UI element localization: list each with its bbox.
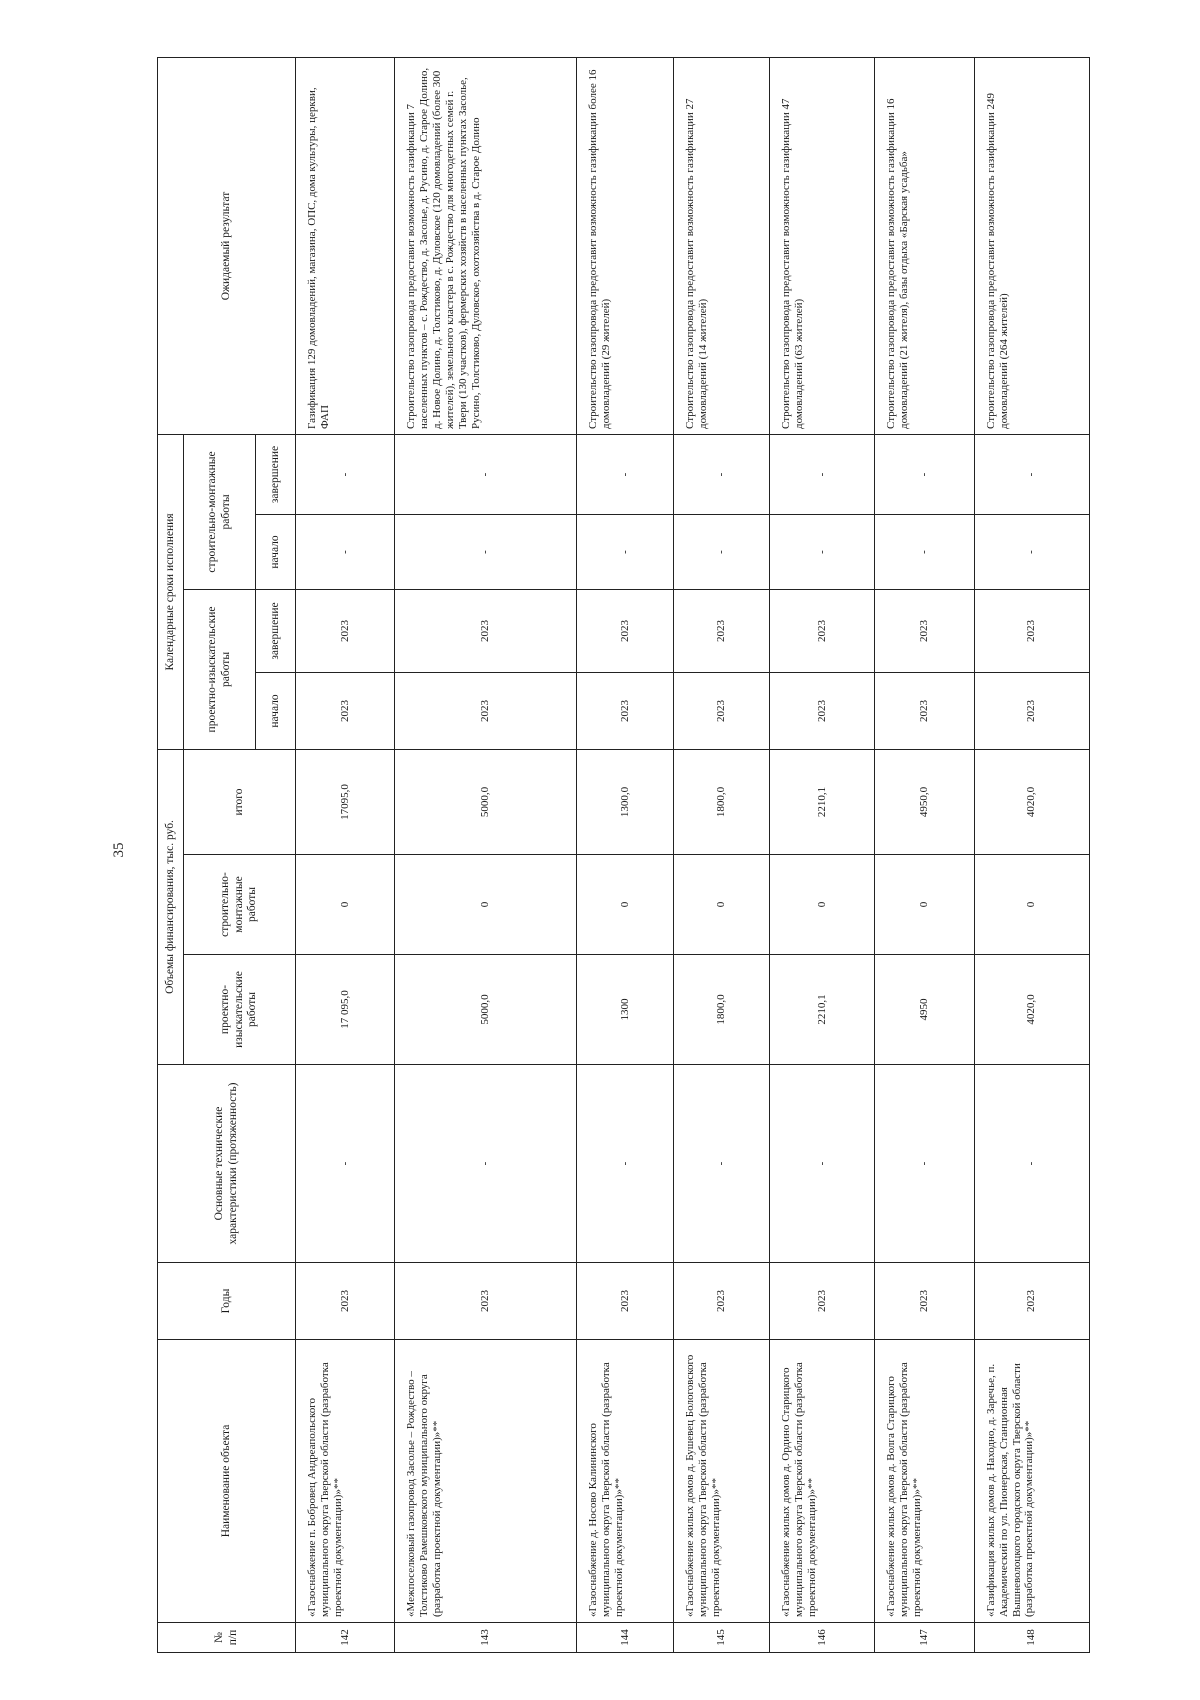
header-finance-smr: строительно-монтажные работы [184, 855, 296, 955]
header-calendar: Календарные сроки исполнения [158, 434, 184, 749]
row-smr-start: - [674, 514, 770, 589]
header-calendar-pir: проектно-изыскательские работы [184, 589, 256, 749]
table-row [770, 57, 875, 1652]
header-pir-start: начало [256, 672, 296, 749]
row-pir-start: 2023 [395, 672, 577, 749]
table-row [875, 57, 974, 1652]
row-object-name: «Газификация жилых домов д. Находно, д. Заречье, п. Академический по ул. Пионерская, Станционная Вышневолоцкого городского округа Тверской области (разработка проектной документации)»** [974, 1340, 1089, 1623]
row-smr-end: - [974, 434, 1089, 514]
row-finance-pir: 17 095,0 [296, 955, 395, 1065]
header-calendar-smr: строительно-монтажные работы [184, 434, 256, 589]
row-finance-smr: 0 [974, 855, 1089, 955]
row-finance-total: 2210,1 [770, 749, 875, 854]
table-row [577, 57, 674, 1652]
row-smr-end: - [395, 434, 577, 514]
row-smr-end: - [577, 434, 674, 514]
row-num: 147 [875, 1623, 974, 1653]
row-smr-end: - [296, 434, 395, 514]
row-pir-end: 2023 [674, 589, 770, 672]
header-finance-pir: проектно-изыскательские работы [184, 955, 296, 1065]
row-pir-start: 2023 [674, 672, 770, 749]
row-object-name: «Межпоселковый газопровод Засолье – Рождество – Толстиково Рамешковского муниципального округа (разработка проектной документации)»** [395, 1340, 577, 1623]
row-tech: - [395, 1065, 577, 1263]
row-num: 148 [974, 1623, 1089, 1653]
row-smr-end: - [770, 434, 875, 514]
row-years: 2023 [395, 1263, 577, 1340]
row-smr-start: - [395, 514, 577, 589]
row-smr-start: - [875, 514, 974, 589]
row-pir-start: 2023 [974, 672, 1089, 749]
header-smr-end: завершение [256, 434, 296, 514]
header-finance: Объемы финансирования, тыс. руб. [158, 749, 184, 1064]
row-finance-pir: 5000,0 [395, 955, 577, 1065]
row-finance-total: 4020,0 [974, 749, 1089, 854]
header-pir-end: завершение [256, 589, 296, 672]
row-object-name: «Газоснабжение жилых домов д. Бушевец Бологовского муниципального округа Тверской области (разработка проектной документации)»** [674, 1340, 770, 1623]
row-finance-smr: 0 [674, 855, 770, 955]
gas-objects-table [157, 57, 1090, 1653]
row-finance-pir: 1800,0 [674, 955, 770, 1065]
row-years: 2023 [875, 1263, 974, 1340]
row-finance-smr: 0 [577, 855, 674, 955]
row-pir-end: 2023 [577, 589, 674, 672]
row-expected-result: Газификация 129 домовладений, магазина, ОПС, дома культуры, церкви, ФАП [296, 57, 395, 434]
row-num: 145 [674, 1623, 770, 1653]
row-years: 2023 [770, 1263, 875, 1340]
row-smr-start: - [296, 514, 395, 589]
row-years: 2023 [674, 1263, 770, 1340]
row-object-name: «Газоснабжение жилых домов д. Ордино Старицкого муниципального округа Тверской области (разработка проектной документации)»** [770, 1340, 875, 1623]
row-finance-pir: 4020,0 [974, 955, 1089, 1065]
row-pir-end: 2023 [296, 589, 395, 672]
row-finance-smr: 0 [770, 855, 875, 955]
row-smr-end: - [674, 434, 770, 514]
header-result: Ожидаемый результат [158, 57, 296, 434]
table-row [395, 57, 577, 1652]
row-smr-end: - [875, 434, 974, 514]
rotated-table-container [157, 58, 1090, 1653]
row-object-name: «Газоснабжение жилых домов д. Волга Старицкого муниципального округа Тверской области (разработка проектной документации)»** [875, 1340, 974, 1623]
row-pir-end: 2023 [875, 589, 974, 672]
row-years: 2023 [577, 1263, 674, 1340]
row-pir-start: 2023 [875, 672, 974, 749]
row-expected-result: Строительство газопровода предоставит возможность газификации 27 домовладений (14 жителей) [674, 57, 770, 434]
row-tech: - [674, 1065, 770, 1263]
row-finance-smr: 0 [875, 855, 974, 955]
row-num: 143 [395, 1623, 577, 1653]
row-tech: - [875, 1065, 974, 1263]
row-expected-result: Строительство газопровода предоставит возможность газификации более 16 домовладений (29 жителей) [577, 57, 674, 434]
table-row [974, 57, 1089, 1652]
row-expected-result: Строительство газопровода предоставит возможность газификации 7 населенных пунктов – с. Рождество, д. Засолье, д. Русино, д. Старое Долино, д. Новое Долино, д. Толстиково, д. Дуловское (120 домовладений (более 300 жителей), земельного кластера в с. Рождество для многодетных семей г. Твери (130 участков), фермерских хозяйств в населенных пунктах Засолье, Русино, Толстиково, Дуловское, охотхозяйства в д. Старое Долино [395, 57, 577, 434]
row-num: 142 [296, 1623, 395, 1653]
row-pir-start: 2023 [296, 672, 395, 749]
header-smr-start: начало [256, 514, 296, 589]
page-number: 35 [111, 842, 127, 858]
row-pir-end: 2023 [974, 589, 1089, 672]
row-expected-result: Строительство газопровода предоставит возможность газификации 249 домовладений (264 жителей) [974, 57, 1089, 434]
row-finance-total: 17095,0 [296, 749, 395, 854]
row-num: 144 [577, 1623, 674, 1653]
row-expected-result: Строительство газопровода предоставит возможность газификации 47 домовладений (63 жителей) [770, 57, 875, 434]
row-pir-end: 2023 [395, 589, 577, 672]
row-finance-smr: 0 [296, 855, 395, 955]
row-smr-start: - [974, 514, 1089, 589]
row-pir-start: 2023 [577, 672, 674, 749]
row-smr-start: - [577, 514, 674, 589]
row-finance-total: 5000,0 [395, 749, 577, 854]
row-num: 146 [770, 1623, 875, 1653]
row-tech: - [577, 1065, 674, 1263]
row-tech: - [974, 1065, 1089, 1263]
table-row [296, 57, 395, 1652]
row-finance-total: 1800,0 [674, 749, 770, 854]
header-years: Годы [158, 1263, 296, 1340]
table-row [674, 57, 770, 1652]
row-finance-pir: 1300 [577, 955, 674, 1065]
row-finance-total: 1300,0 [577, 749, 674, 854]
row-expected-result: Строительство газопровода предоставит возможность газификации 16 домовладений (21 жителя), базы отдыха «Барская усадьба» [875, 57, 974, 434]
row-years: 2023 [296, 1263, 395, 1340]
row-object-name: «Газоснабжение п. Бобровец Андреапольского муниципального округа Тверской области (разработка проектной документации)»** [296, 1340, 395, 1623]
row-tech: - [770, 1065, 875, 1263]
header-finance-total: итого [184, 749, 296, 854]
row-years: 2023 [974, 1263, 1089, 1340]
row-pir-start: 2023 [770, 672, 875, 749]
row-tech: - [296, 1065, 395, 1263]
row-pir-end: 2023 [770, 589, 875, 672]
header-tech: Основные технические характеристики (протяженность) [158, 1065, 296, 1263]
row-object-name: «Газоснабжение д. Носово Калининского муниципального округа Тверской области (разработка проектной документации)»** [577, 1340, 674, 1623]
row-finance-total: 4950,0 [875, 749, 974, 854]
row-smr-start: - [770, 514, 875, 589]
header-name: Наименование объекта [158, 1340, 296, 1623]
header-num: № п/п [158, 1623, 296, 1653]
row-finance-pir: 2210,1 [770, 955, 875, 1065]
row-finance-pir: 4950 [875, 955, 974, 1065]
row-finance-smr: 0 [395, 855, 577, 955]
